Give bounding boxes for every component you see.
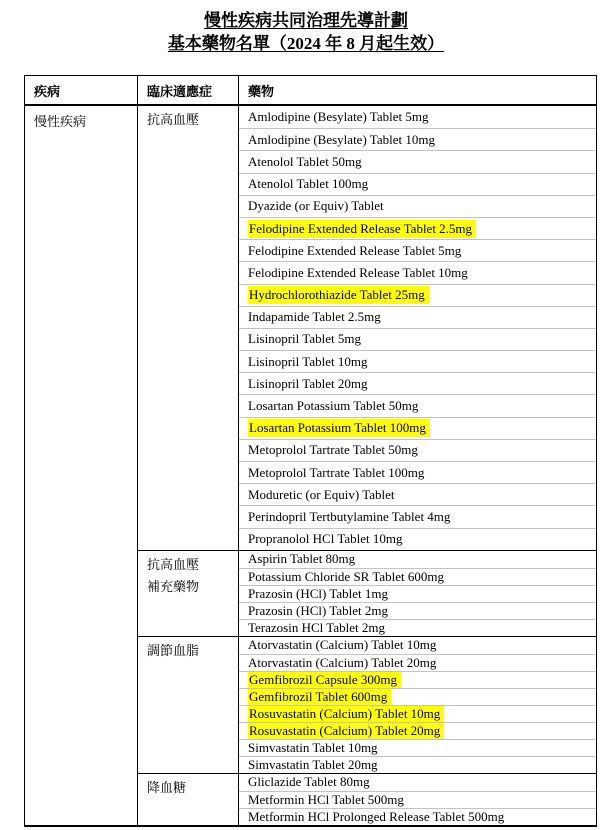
drug-name: Lisinopril Tablet 10mg [248, 353, 368, 369]
drug-name: Metformin HCl Prolonged Release Tablet 500mg [248, 808, 505, 824]
indication-section [138, 773, 596, 825]
drug-name: Gemfibrozil Tablet 600mg [248, 688, 391, 705]
drug-row [239, 705, 596, 722]
drug-row [239, 505, 596, 527]
drug-name: Propranolol HCl Tablet 10mg [248, 531, 403, 547]
drug-list [239, 106, 596, 550]
drug-row [239, 350, 596, 372]
drug-name: Atorvastatin (Calcium) Tablet 20mg [248, 654, 437, 670]
drug-row [239, 756, 596, 773]
drug-name: Gliclazide Tablet 80mg [248, 774, 370, 790]
drug-name: Losartan Potassium Tablet 100mg [248, 419, 430, 437]
title-block [0, 0, 612, 55]
drug-name: Rosuvastatin (Calcium) Tablet 20mg [248, 722, 444, 739]
drug-row [239, 637, 596, 654]
drug-name: Rosuvastatin (Calcium) Tablet 10mg [248, 705, 444, 722]
drug-row [239, 217, 596, 239]
drug-name: Simvastatin Tablet 20mg [248, 756, 378, 772]
drug-row [239, 671, 596, 688]
drug-row [239, 173, 596, 195]
drug-row [239, 619, 596, 636]
drug-row [239, 808, 596, 825]
drug-row [239, 602, 596, 619]
indication-cell: 降血糖 [138, 774, 239, 825]
table-body [25, 106, 596, 825]
indication-cell: 抗高血壓 [138, 106, 239, 550]
drug-name: Felodipine Extended Release Tablet 5mg [248, 242, 462, 258]
drug-row [239, 394, 596, 416]
drug-name: Lisinopril Tablet 20mg [248, 375, 368, 391]
drug-name: Simvastatin Tablet 10mg [248, 739, 378, 755]
drug-row [239, 417, 596, 439]
drug-row [239, 791, 596, 808]
drug-name: Metoprolol Tartrate Tablet 100mg [248, 464, 425, 480]
drug-row [239, 306, 596, 328]
drug-row [239, 284, 596, 306]
drug-row [239, 461, 596, 483]
drug-list [239, 637, 596, 773]
page-subtitle: 基本藥物名單（2024 年 8 月起生效） [167, 34, 445, 53]
drug-name: Felodipine Extended Release Tablet 2.5mg [248, 220, 476, 238]
drug-name: Losartan Potassium Tablet 50mg [248, 398, 419, 414]
drug-name: Dyazide (or Equiv) Tablet [248, 198, 384, 214]
drug-name: Metoprolol Tartrate Tablet 50mg [248, 442, 418, 458]
drug-name: Indapamide Tablet 2.5mg [248, 309, 381, 325]
drug-name: Moduretic (or Equiv) Tablet [248, 486, 395, 502]
indication-cell: 調節血脂 [138, 637, 239, 773]
drug-name: Atorvastatin (Calcium) Tablet 10mg [248, 637, 437, 653]
drug-row [239, 585, 596, 602]
indication-section [138, 106, 596, 550]
drug-row [239, 195, 596, 217]
drug-name: Terazosin HCl Tablet 2mg [248, 619, 385, 635]
drug-row [239, 654, 596, 671]
page-title: 慢性疾病共同治理先導計劃 [204, 11, 408, 30]
drug-row [239, 439, 596, 461]
drug-name: Amlodipine (Besylate) Tablet 5mg [248, 109, 429, 125]
drug-name: Atenolol Tablet 100mg [248, 176, 369, 192]
drug-name: Metformin HCl Tablet 500mg [248, 791, 404, 807]
indication-section [138, 550, 596, 636]
indication-section [138, 636, 596, 773]
drug-row [239, 150, 596, 172]
drug-row [239, 239, 596, 261]
drug-row [239, 372, 596, 394]
drug-name: Hydrochlorothiazide Tablet 25mg [248, 286, 429, 304]
drug-name: Prazosin (HCl) Tablet 2mg [248, 602, 389, 618]
indication-cell: 抗高血壓 補充藥物 [138, 551, 239, 636]
drug-row [239, 128, 596, 150]
drug-row [239, 528, 596, 550]
drug-name: Atenolol Tablet 50mg [248, 153, 362, 169]
drug-row [239, 688, 596, 705]
drug-row [239, 261, 596, 283]
drug-row [239, 551, 596, 568]
drug-row [239, 106, 596, 128]
disease-cell: 慢性疾病 [25, 106, 138, 825]
drug-row [239, 739, 596, 756]
drug-table [24, 75, 597, 827]
drug-name: Perindopril Tertbutylamine Tablet 4mg [248, 508, 451, 524]
drug-list [239, 774, 596, 825]
sections [138, 106, 596, 825]
drug-name: Amlodipine (Besylate) Tablet 10mg [248, 131, 435, 147]
header-indication: 臨床適應症 [138, 76, 239, 104]
drug-name: Lisinopril Tablet 5mg [248, 331, 361, 347]
header-disease: 疾病 [25, 76, 138, 104]
drug-row [239, 774, 596, 791]
table-header-row [25, 76, 596, 106]
drug-name: Aspirin Tablet 80mg [248, 551, 356, 567]
drug-name: Felodipine Extended Release Tablet 10mg [248, 264, 468, 280]
header-drug: 藥物 [248, 83, 275, 99]
drug-list [239, 551, 596, 636]
drug-row [239, 328, 596, 350]
drug-row [239, 722, 596, 739]
drug-name: Gemfibrozil Capsule 300mg [248, 671, 401, 688]
drug-row [239, 483, 596, 505]
drug-row [239, 568, 596, 585]
drug-name: Prazosin (HCl) Tablet 1mg [248, 585, 389, 601]
drug-name: Potassium Chloride SR Tablet 600mg [248, 568, 445, 584]
